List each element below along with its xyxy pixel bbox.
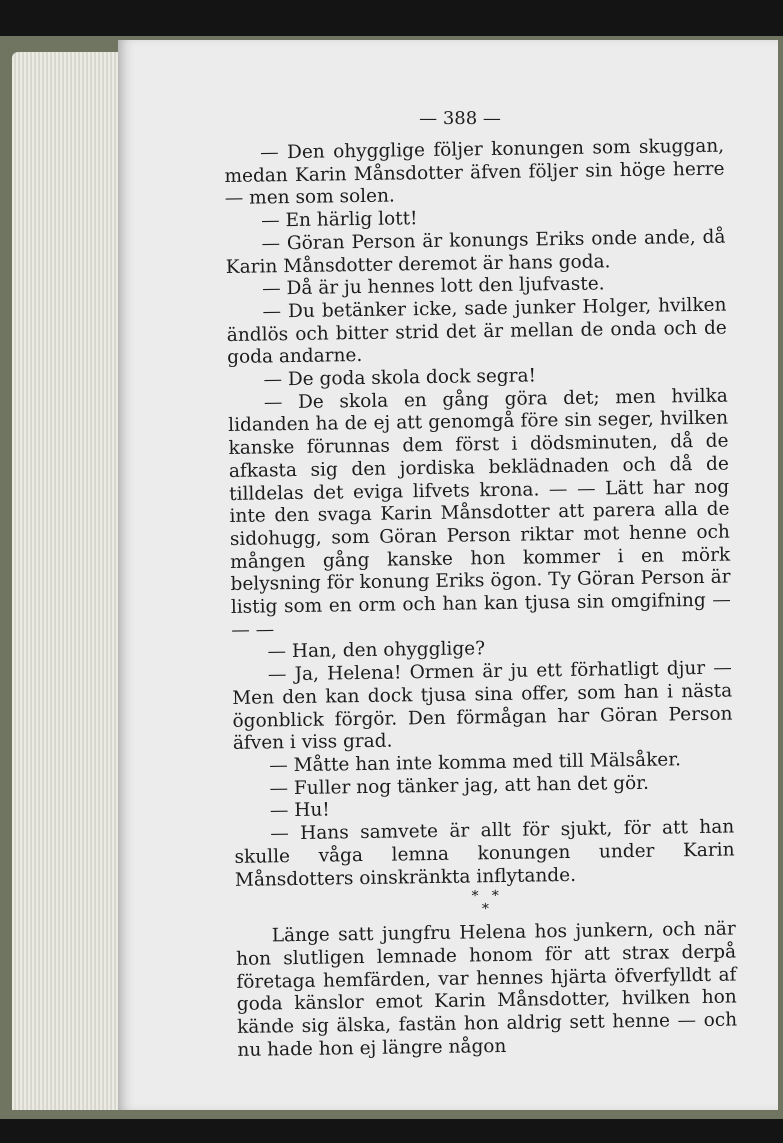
paragraph: — En härlig lott! [261,208,418,232]
section-break [235,887,735,920]
page-text [224,136,738,1063]
paragraph: — Du betänker icke, sade junker Holger, hvilken ändlös och bitter strid det är mellan de onda och de goda andarne. [226,294,727,369]
asterism-top: * * [471,888,499,905]
paragraph: — Göran Person är konungs Eriks onde ande, då Karin Månsdotter deremot är hans goda. [225,226,726,278]
paragraph: — Måtte han inte komma med till Mälsåker. [269,749,682,777]
page-edges [12,52,130,1110]
paragraph: — Den ohygglige följer konungen som skuggan, medan Karin Månsdotter äfven följer sin höge herre — men som solen. [224,135,725,210]
paragraph: — Hu! [269,799,330,822]
paragraph: — Hans samvete är allt för sjukt, för att han skulle våga lemna konungen under Karin Månsdotters oinskränkta inflytande. [234,816,735,891]
paragraph: — Då är ju hennes lott den ljufvaste. [262,273,605,300]
paragraph: — Han, den ohygglige? [267,638,486,663]
closing-paragraph: Länge satt jungfru Helena hos junkern, och när hon slutligen lemnade honom för att strax derpå företaga hemfärden, var hennes hjärta öfverfylldt af goda känslor emot Karin Månsdotter, hvilken hon kände sig älska, fastän hon aldrig sett henne — och nu hade hon ej längre någon [235,918,738,1061]
paragraph: — De skola en gång göra det; men hvilka lidanden ha de ej att genomgå före sin seger, hvilken kanske förunnas dem först i dödsminuten, då de afkasta sig den jordiska beklädnaden och då de tilldelas det eviga lifvets krona. — — Lätt har nog inte den svaga Karin Månsdotter att parera alla de sidohugg, som Göran Person riktar mot henne och mången gång kanske hon kommer i en mörk belysning för konung Eriks ögon. Ty Göran Person är listig som en orm och han kan tjusa sin omgifning — — — [228,385,731,641]
paragraph: — De goda skola dock segra! [263,365,537,391]
page-number: — 388 — [419,108,501,129]
paragraph: — Ja, Helena! Ormen är ju ett förhatligt djur — Men den kan dock tjusa sina offer, som han i nästa ögonblick förgör. Den förmågan har Göran Person äfven i viss grad. [232,657,733,755]
asterism-bottom: * [481,901,490,918]
paragraph: — Fuller nog tänker jag, att han det gör. [269,772,650,800]
